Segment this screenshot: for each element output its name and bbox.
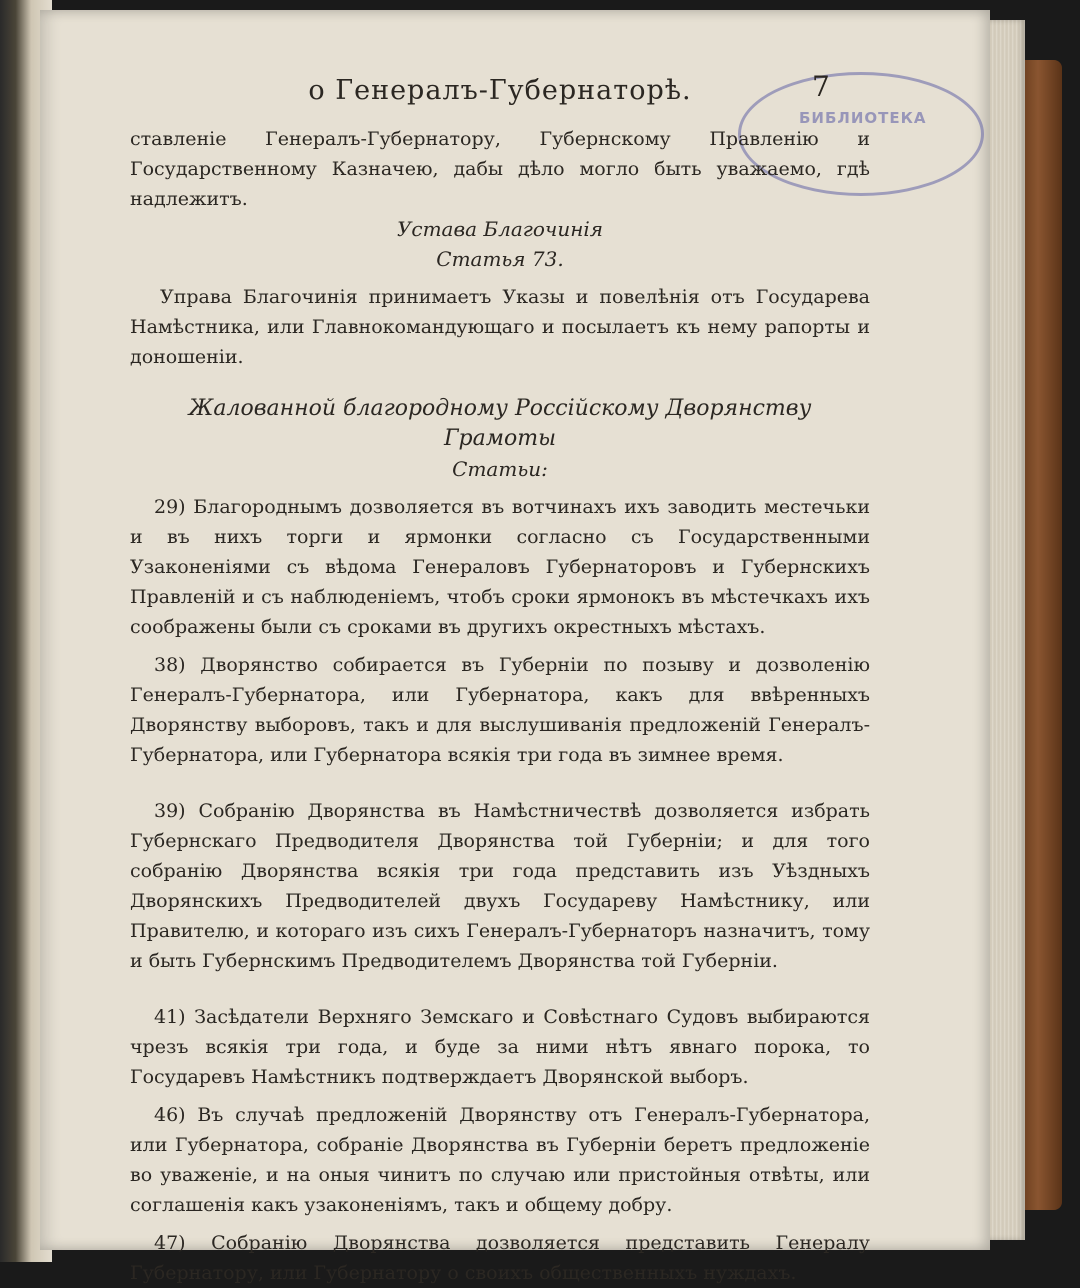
article-41 <box>130 1002 870 1092</box>
article-number: 38) <box>154 654 186 676</box>
page-content <box>130 76 870 1288</box>
article-38 <box>130 650 870 770</box>
article-text: Дворянство собирается въ Губерніи по позыву и дозволенію Генералъ-Губернатора, или Губернатора, какъ для ввѣренныхъ Дворянству выборовъ, такъ и для выслушиванія предложеній Генералъ-Губернатора, или Губернатора всякія три года въ зимнее время. <box>130 654 870 766</box>
charter-subtitle: Статьи: <box>452 457 548 481</box>
article-47 <box>130 1228 870 1288</box>
ustav-title: Устава Благочинія <box>396 217 604 241</box>
article-29 <box>130 492 870 642</box>
page-number: 7 <box>812 70 830 103</box>
intro-paragraph: ставленіе Генералъ-Губернатору, Губернскому Правленію и Государственному Казначею, дабы дѣло могло быть уважаемо, гдѣ надлежитъ. <box>130 128 870 210</box>
stamp-text: БИБЛИОТЕКА <box>799 109 927 127</box>
article-text: Собранію Дворянства дозволяется представить Генералу Губернатору, или Губернатору о своихъ общественныхъ нуждахъ. <box>130 1232 870 1284</box>
article-text: Засѣдатели Верхняго Земскаго и Совѣстнаго Судовъ выбираются чрезъ всякія три года, и буде за ними нѣтъ явнаго порока, то Государевъ Намѣстникъ подтверждаетъ Дворянской выборъ. <box>130 1006 870 1088</box>
article-text: Въ случаѣ предложеній Дворянству отъ Генералъ-Губернатора, или Губернатора, собраніе Дворянства въ Губерніи беретъ предложеніе во уваженіе, и на оныя чинитъ по случаю или пристойныя отвѣты, или соглашенія какъ узаконеніямъ, такъ и общему добру. <box>130 1104 870 1216</box>
book-cover-edge <box>1022 60 1062 1210</box>
article-number: 39) <box>154 800 186 822</box>
article-number: 41) <box>154 1006 186 1028</box>
charter-title: Жалованной благородному Россійскому Дворянству Грамоты <box>188 396 812 451</box>
article-number: 29) <box>154 496 186 518</box>
article-46 <box>130 1100 870 1220</box>
article-number: 46) <box>154 1104 186 1126</box>
ustav-paragraph: Управа Благочинія принимаетъ Указы и повелѣнія отъ Государева Намѣстника, или Главнокомандующаго и посылаетъ къ нему рапорты и доношеніи. <box>130 286 870 368</box>
article-39 <box>130 796 870 976</box>
page-fore-edge <box>985 20 1025 1240</box>
running-header: о Генералъ-Губернаторѣ. <box>308 75 692 106</box>
article-text: Собранію Дворянства въ Намѣстничествѣ дозволяется избрать Губернскаго Предводителя Дворянства той Губерніи; и для того собранію Дворянства всякія три года представить изъ Уѣздныхъ Дворянскихъ Предводителей двухъ Государеву Намѣстнику, или Правителю, и котораго изъ сихъ Генералъ-Губернаторъ назначитъ, тому и быть Губернскимъ Предводителемъ Дворянства той Губерніи. <box>130 800 870 972</box>
ustav-article-number: Статья 73. <box>436 247 564 271</box>
article-text: Благороднымъ дозволяется въ вотчинахъ ихъ заводить местечьки и въ нихъ торги и ярмонки согласно съ Государственными Узаконеніями съ вѣдома Генераловъ Губернаторовъ и Губернскихъ Правленій и съ наблюденіемъ, чтобъ сроки ярмонокъ въ мѣстечкахъ ихъ соображены были съ сроками въ другихъ окрестныхъ мѣстахъ. <box>130 496 870 638</box>
article-number: 47) <box>154 1232 186 1254</box>
